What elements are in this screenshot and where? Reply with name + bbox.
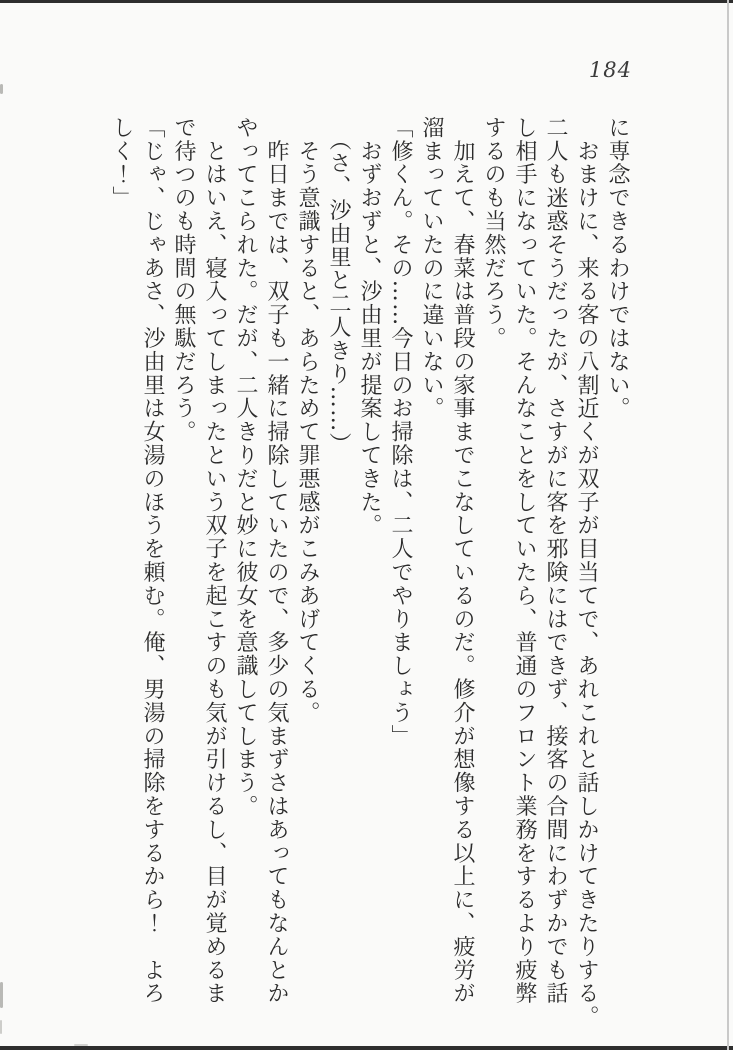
- text-column: やってこられた。だが、二人きりだと妙に彼女を意識してしまう。: [233, 116, 258, 818]
- text-column: 「修くん。その……今日のお掃除は、二人でやりましょう」: [388, 116, 413, 748]
- text-column: おまけに、来る客の八割近くが双子が目当てで、あれこれと話しかけてきたりする。: [574, 116, 599, 1029]
- text-column: に専念できるわけではない。: [605, 116, 630, 421]
- scan-edge-bottom: [0, 1046, 733, 1050]
- scan-artifact: [74, 1044, 88, 1046]
- page-edge-line: [727, 0, 729, 1050]
- text-column: 二人も迷惑そうだったが、さすがに客を邪険にはできず、接客の合間にわずかでも話: [543, 116, 568, 1006]
- scan-edge-top: [0, 0, 733, 3]
- text-column: そう意識すると、あらためて罪悪感がこみあげてくる。: [295, 116, 320, 725]
- text-column: するのも当然だろう。: [481, 116, 506, 350]
- text-column: 加えて、春菜は普段の家事までこなしているのだ。修介が想像する以上に、疲労が: [450, 116, 475, 1006]
- text-column: し相手になっていた。そんなことをしていたら、普通のフロント業務をするより疲弊: [512, 116, 537, 1006]
- text-columns: [106, 116, 633, 1046]
- text-column: で待つのも時間の無駄だろう。: [171, 116, 196, 444]
- text-column: おずおずと、沙由里が提案してきた。: [357, 116, 382, 538]
- text-column: 「じゃ、じゃあさ、沙由里は女湯のほうを頼む。俺、男湯の掃除をするから！ よろ: [140, 116, 165, 1006]
- text-column: 昨日までは、双子も一緒に掃除していたので、多少の気まずさはあってもなんとか: [264, 116, 289, 1006]
- scan-artifact: [0, 1020, 2, 1034]
- page-number: 184: [588, 58, 632, 82]
- text-column: しく！」: [109, 116, 134, 210]
- text-column: 溜まっていたのに違いない。: [419, 116, 444, 421]
- scan-artifact: [0, 982, 3, 1008]
- text-column: （さ、沙由里と二人きり……）: [326, 116, 351, 456]
- scan-artifact: [0, 84, 3, 94]
- text-column: とはいえ、寝入ってしまったという双子を起こすのも気が引けるし、目が覚めるま: [202, 116, 227, 1006]
